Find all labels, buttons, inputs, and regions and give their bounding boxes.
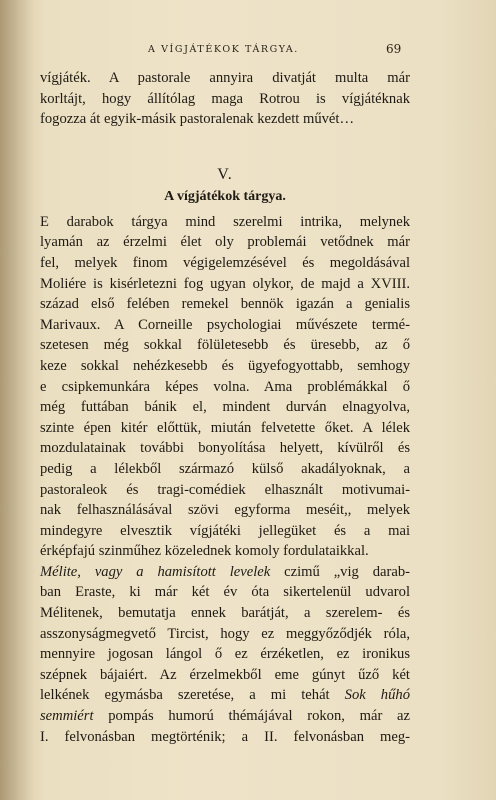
text-line: asszonyságmegvető Tircist, hogy ez meggyőződjék róla, — [40, 625, 410, 642]
chapter-title: A vígjátékok tárgya. — [164, 188, 286, 204]
text-line: Marivaux. A Corneille psychologiai művészete termé- — [40, 316, 410, 333]
text-line — [40, 582, 410, 603]
text-line: mindegyre elvesztik vígjátéki jellegüket és a mai — [40, 522, 410, 539]
text-line: mozdulatainak további bonyolítása helyett, kívülről és — [40, 440, 410, 457]
text-line: pastoraleok és tragi-comédiek elhasznált motivumai- — [40, 481, 410, 498]
text-fragment: ban — [40, 584, 62, 601]
text-line: század első felében remekel bennök igazán a genialis — [40, 296, 410, 313]
text-line: e csipkemunkára képes volna. Ama problémákkal ő — [40, 378, 410, 395]
running-head-title: A VÍGJÁTÉKOK TÁRGYA. — [148, 44, 299, 55]
text-line: érképfajú szinműhez közelednek komoly fordulataikkal. — [40, 543, 369, 560]
text-line: szinte épen kitér előttük, miután felvetette őket. A lélek — [40, 419, 410, 436]
text-line — [40, 562, 410, 583]
text-line: Moliére is kisérletezni fog ugyan olykor, de majd a XVIII. — [40, 275, 410, 292]
text-line: keze sokkal nehézkesebb és ügyefogyottabb, semhogy — [40, 357, 410, 374]
chapter-number: V. — [217, 165, 233, 183]
text-line — [40, 706, 410, 727]
text-line: Mélitenek, bemutatja ennek barátját, a szerelem- és — [40, 605, 410, 622]
text-line: mennyire jogosan lángol ő ez érzéketlen, ez ironikus — [40, 646, 410, 663]
section-gap — [40, 130, 410, 164]
text-line: nak felhasználásával szövi egyforma meséit,, melyek — [40, 502, 410, 519]
text-line: lyamán az érzelmi élet oly problemái vetődnek már — [40, 234, 410, 251]
text-fragment: czimű „vig darab- — [270, 563, 410, 580]
text-line: szetesen még sokkal fölületesebb és üresebb, az ő — [40, 337, 410, 354]
page-text — [40, 68, 410, 747]
text-line: vígjáték. A pastorale annyira divatját multa már — [40, 70, 410, 86]
text-fragment: Eraste, ki már két év óta sikertelenül udvarol — [61, 584, 410, 601]
italic-title: Mélite, vagy a hamisított levelek — [40, 563, 271, 580]
text-line — [40, 685, 410, 706]
running-head — [0, 44, 496, 62]
italic-title: Sok hűhó — [344, 687, 410, 704]
text-line: pedig a lélekből származó külső akadályoknak, a — [40, 460, 410, 477]
text-line: korltájt, hogy állítólag maga Rotrou is vígjátéknak — [40, 90, 410, 107]
text-line: még futtában bánik el, mindent durván elnagyolva, — [40, 399, 410, 416]
text-line: I. felvonásban megtörténik; a II. felvonásban meg- — [40, 728, 410, 745]
text-fragment: pompás humorú thémájával rokon, már az — [93, 708, 410, 725]
italic-title: semmiért — [40, 708, 94, 725]
text-line: E darabok tárgya mind szerelmi intrika, melynek — [40, 213, 410, 230]
text-line: fel, melyek finom végigelemzésével és megoldásával — [40, 254, 410, 271]
text-fragment: lelkének egymásba szeretése, a mi tehát — [40, 687, 345, 704]
gutter-shadow — [0, 0, 34, 800]
text-line: fogozza át egyik-másik pastoralenak kezdett művét… — [40, 111, 355, 128]
text-line: szépnek bájaiért. Az érzelmekből eme gúnyt űző két — [40, 666, 410, 683]
page-number: 69 — [386, 42, 402, 56]
